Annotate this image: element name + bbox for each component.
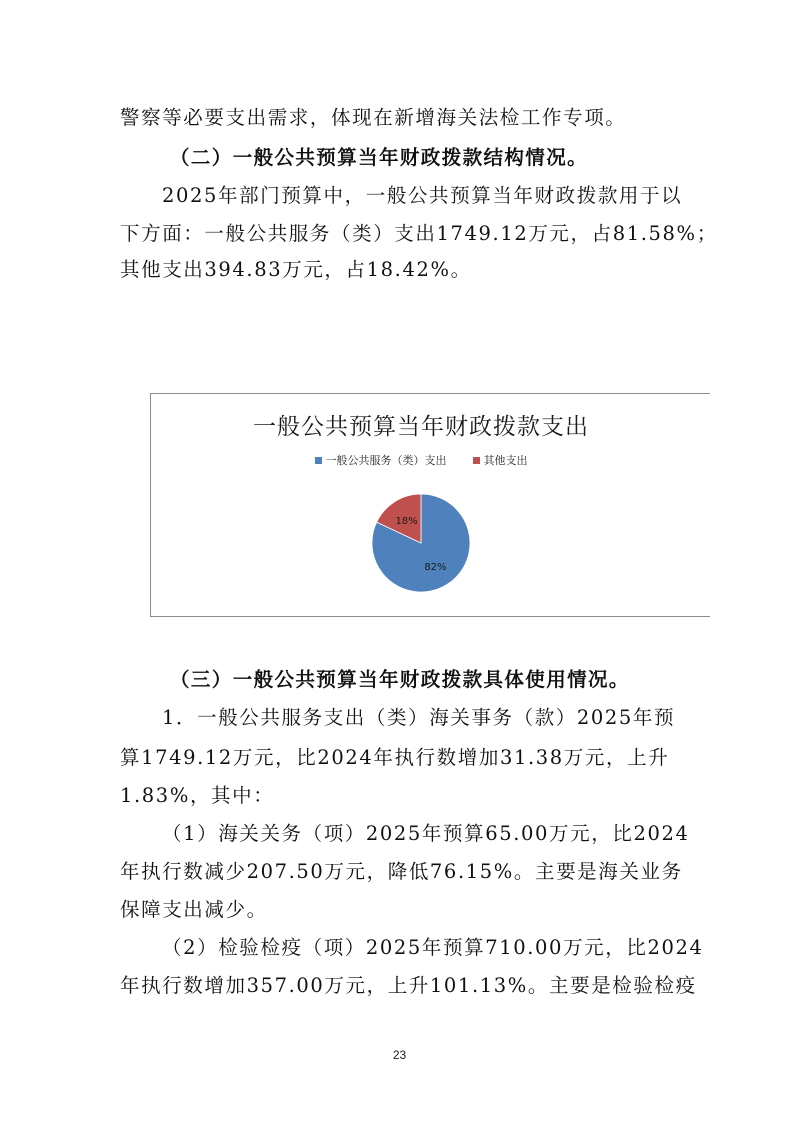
legend-label: 一般公共服务（类）支出 xyxy=(325,454,447,467)
section-heading-3: （三）一般公共预算当年财政拨款具体使用情况。 xyxy=(170,668,630,691)
pie-graphic xyxy=(361,488,481,598)
page-number: 23 xyxy=(392,1048,407,1062)
pie-chart xyxy=(150,393,710,617)
paragraph-line: 年执行数增加357.00万元，上升101.13%。主要是检验检疫 xyxy=(120,974,697,997)
legend-item-other xyxy=(473,452,528,468)
paragraph-line: 其他支出394.83万元，占18.42%。 xyxy=(120,258,472,281)
chart-legend xyxy=(151,452,691,468)
section-heading-2: （二）一般公共预算当年财政拨款结构情况。 xyxy=(170,146,589,169)
paragraph-line: （2）检验检疫（项）2025年预算710.00万元，比2024 xyxy=(162,936,704,959)
paragraph-line: 保障支出减少。 xyxy=(120,898,268,921)
chart-title: 一般公共预算当年财政拨款支出 xyxy=(253,414,589,440)
paragraph-line: 警察等必要支出需求，体现在新增海关法检工作专项。 xyxy=(120,106,627,129)
paragraph-line: 1.83%，其中： xyxy=(120,784,275,807)
paragraph-line: 年执行数减少207.50万元，降低76.15%。主要是海关业务 xyxy=(120,860,683,883)
legend-item-general-service xyxy=(315,452,447,468)
paragraph-line: 下方面：一般公共服务（类）支出1749.12万元，占81.58%； xyxy=(120,222,718,245)
paragraph-line: 算1749.12万元，比2024年执行数增加31.38万元，上升 xyxy=(120,746,670,769)
paragraph-line: （1）海关关务（项）2025年预算65.00万元，比2024 xyxy=(162,822,690,845)
legend-swatch-red xyxy=(473,457,480,464)
paragraph-line: 2025年部门预算中，一般公共预算当年财政拨款用于以 xyxy=(162,184,683,207)
legend-swatch-blue xyxy=(315,457,322,464)
pie-label-other: 18% xyxy=(395,516,418,528)
pie-label-general-service: 82% xyxy=(424,561,447,573)
paragraph-line: 1．一般公共服务支出（类）海关事务（款）2025年预 xyxy=(162,706,676,729)
legend-label: 其他支出 xyxy=(483,454,528,467)
